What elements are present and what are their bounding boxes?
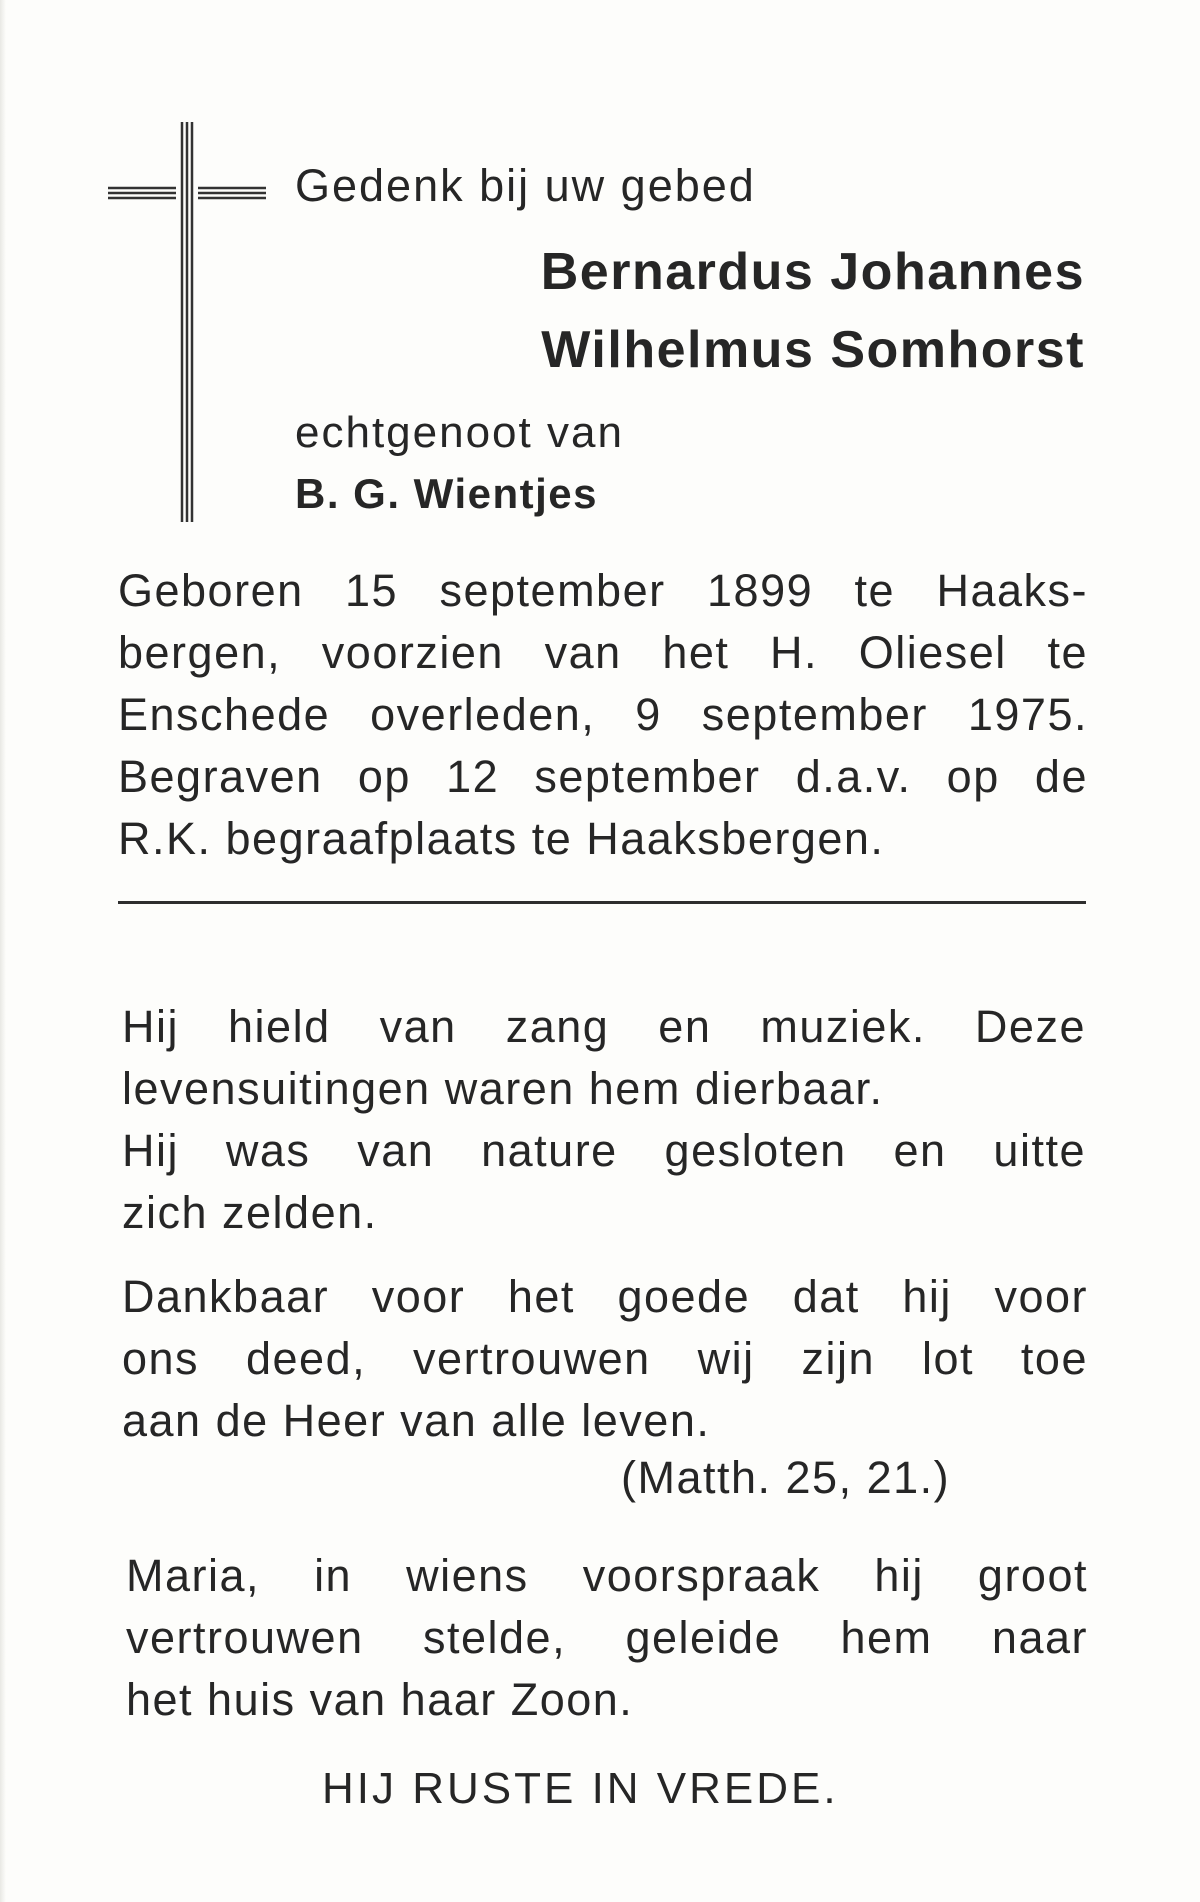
deceased-name-line-1: Bernardus Johannes (540, 243, 1085, 301)
closing-line: HIJ RUSTE IN VREDE. (322, 1764, 839, 1813)
gratitude-line: Dankbaar voor het goede dat hij voor (122, 1271, 1088, 1322)
life-facts-line: Begraven op 12 september d.a.v. op de (118, 751, 1088, 802)
life-facts-line: bergen, voorzien van het H. Oliesel te (118, 627, 1088, 678)
life-facts-line: R.K. begraafplaats te Haaksbergen. (118, 813, 885, 864)
gratitude-line: ons deed, vertrouwen wij zijn lot toe (122, 1333, 1088, 1384)
remember-heading: Gedenk bij uw gebed (295, 160, 756, 211)
life-facts-paragraph (118, 560, 1088, 870)
biography-paragraph (122, 996, 1086, 1244)
prayer-line: vertrouwen stelde, geleide hem naar (126, 1612, 1088, 1663)
life-facts-line: Geboren 15 september 1899 te Haaks- (118, 565, 1088, 616)
biography-line: Hij was van nature gesloten en uitte (122, 1125, 1086, 1176)
card-edge (0, 0, 6, 1902)
prayer-line: het huis van haar Zoon. (126, 1674, 634, 1725)
biography-line: Hij hield van zang en muziek. Deze (122, 1001, 1086, 1052)
relation-label: echtgenoot van (295, 408, 624, 457)
life-facts-line: Enschede overleden, 9 september 1975. (118, 689, 1088, 740)
gratitude-paragraph (122, 1266, 1088, 1452)
prayer-paragraph (126, 1545, 1088, 1731)
deceased-name-line-2: Wilhelmus Somhorst (541, 321, 1085, 379)
prayer-line: Maria, in wiens voorspraak hij groot (126, 1550, 1088, 1601)
scripture-reference: (Matth. 25, 21.) (621, 1452, 951, 1503)
spouse-name: B. G. Wientjes (295, 470, 599, 517)
biography-line: levensuitingen waren hem dierbaar. (122, 1063, 884, 1114)
biography-line: zich zelden. (122, 1187, 378, 1238)
section-divider (118, 901, 1086, 904)
cross-icon (108, 122, 268, 522)
gratitude-line: aan de Heer van alle leven. (122, 1395, 711, 1446)
